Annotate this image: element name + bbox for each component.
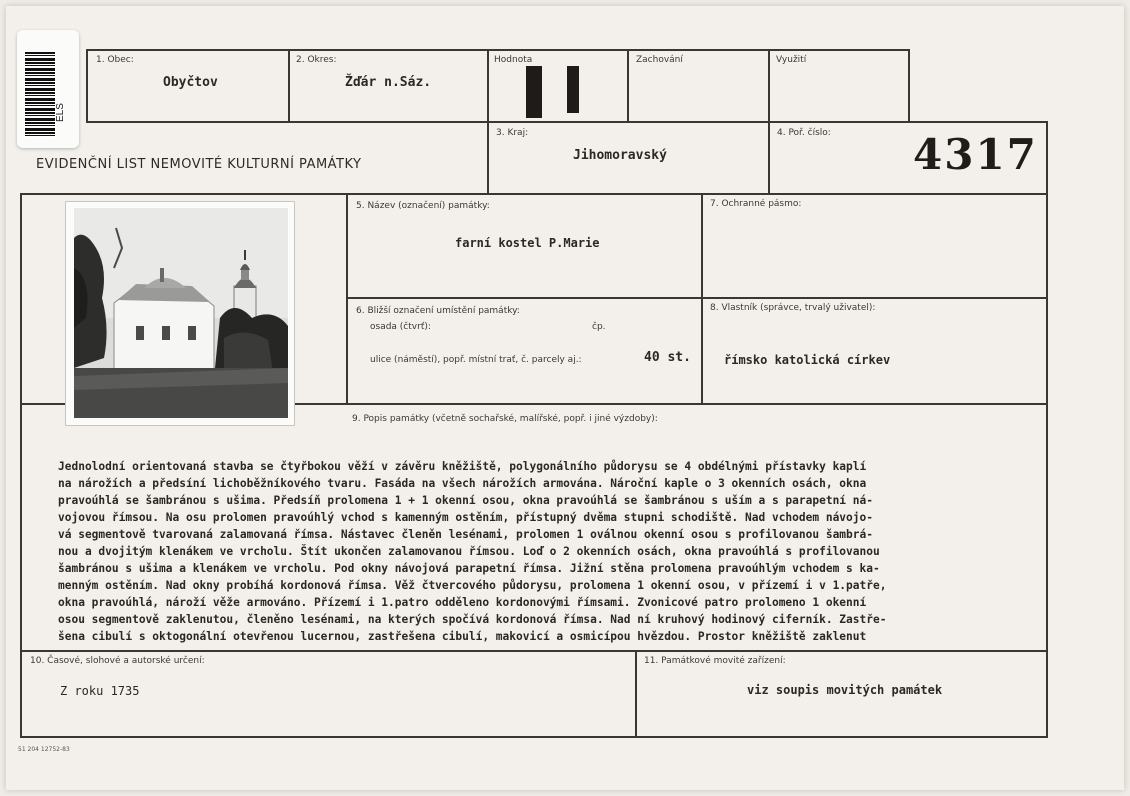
obec-label: 1. Obec: xyxy=(96,55,134,65)
photo-frame xyxy=(65,201,295,426)
col-line xyxy=(701,193,703,405)
okres-label: 2. Okres: xyxy=(296,55,337,65)
row-line-5 xyxy=(20,650,1048,652)
popis-line: nou a dvojitým klenákem ve vrcholu. Štít ukončen zalamovanou římsou. Loď o 2 okenních osách, okna pravoúhlá s profilovanou xyxy=(58,545,880,558)
nazev-value: farní kostel P.Marie xyxy=(455,236,600,250)
movite-zarizeni-label: 11. Památkové movité zařízení: xyxy=(644,656,786,666)
popis-line: menným ostěním. Nad okny probíhá kordonová římsa. Věž čtvercového půdorysu, prolomena 1 okenní osou, v přízemí i v 1.patře, xyxy=(58,579,887,592)
col-line-right xyxy=(1046,121,1048,736)
umisteni-label: 6. Bližší označení umístění památky: xyxy=(356,306,520,316)
movite-zarizeni-value: viz soupis movitých památek xyxy=(747,683,943,697)
popis-line: šambránou s ušima a klenákem ve vrcholu. Pod okny návojová parapetní římsa. Jižní stěna prolomena pravoúhlým vchodem s ka- xyxy=(58,562,880,575)
row-line-bottom xyxy=(20,736,1048,738)
parcela-value: 40 st. xyxy=(644,350,691,365)
col-line xyxy=(635,650,637,738)
ochranne-pasmo-label: 7. Ochranné pásmo: xyxy=(710,199,802,209)
barcode-text: ELS xyxy=(55,103,66,122)
barcode-label xyxy=(17,30,79,148)
okres-value: Žďár n.Sáz. xyxy=(345,75,432,90)
nazev-label: 5. Název (označení) památky: xyxy=(356,201,490,211)
obec-value: Obyčtov xyxy=(163,75,218,90)
vlastnik-label: 8. Vlastník (správce, trvalý uživatel): xyxy=(710,303,876,313)
ulice-label: ulice (náměstí), popř. místní trať, č. parcely aj.: xyxy=(370,355,582,365)
form-title: EVIDENČNÍ LIST NEMOVITÉ KULTURNÍ PAMÁTKY xyxy=(36,157,362,172)
kraj-value: Jihomoravský xyxy=(573,148,667,163)
barcode-icon xyxy=(25,52,55,138)
casove-urceni-label: 10. Časové, slohové a autorské určení: xyxy=(30,656,205,666)
cp-label: čp. xyxy=(592,322,606,332)
hodnota-value xyxy=(526,66,542,118)
popis-label: 9. Popis památky (včetně sochařské, malířské, popř. i jiné výzdoby): xyxy=(352,414,658,424)
col-line xyxy=(908,49,910,123)
col-line xyxy=(86,49,88,123)
col-line xyxy=(487,49,489,195)
hodnota-label: Hodnota xyxy=(494,55,533,65)
col-line xyxy=(288,49,290,123)
row-line-2 xyxy=(20,193,1048,195)
popis-line: vá segmentově tvarovaná zalamovaná římsa. Nástavec členěn lesénami, prolomen 1 oválnou okenní osou s profilovanou šambrá- xyxy=(58,528,873,541)
popis-line: okna pravoúhlá, nároží věže armováno. Přízemí i 1.patro odděleno kordonovými římsami. Zvonicové patro prolomeno 1 okenní xyxy=(58,596,867,609)
popis-line: na nárožích a předsíní lichoběžníkového tvaru. Fasáda na všech nárožích armována. Nároční kaple o 3 okenních osách, okna xyxy=(58,477,867,490)
row-line-3 xyxy=(346,297,1048,299)
popis-text xyxy=(58,458,1038,645)
vlastnik-value: římsko katolická církev xyxy=(724,353,891,367)
popis-line: pravoúhlá se šambránou s ušima. Předsíň prolomena 1 + 1 okenní osou, okna pravoúhlá se šambránou s uším a s parapetní ná- xyxy=(58,494,873,507)
kraj-label: 3. Kraj: xyxy=(496,128,529,138)
vyuziti-label: Využití xyxy=(776,55,807,65)
por-cislo-value: 4317 xyxy=(913,130,1038,179)
church-photo xyxy=(74,208,288,418)
row-line-top xyxy=(86,49,910,51)
col-line xyxy=(768,49,770,195)
col-line xyxy=(346,193,348,405)
popis-line: Jednolodní orientovaná stavba se čtyřbokou věží v závěru kněžiště, polygonálního půdorysu se 4 obdélnými přístavky kaplí xyxy=(58,460,867,473)
col-line-left xyxy=(20,193,22,738)
row-line-1 xyxy=(86,121,1048,123)
casove-urceni-value: Z roku 1735 xyxy=(60,684,140,698)
popis-line: šena cibulí s oktogonální otevřenou lucernou, zastřešena cibulí, makovicí a osmicípou hvězdou. Prostor kněžiště zaklenut xyxy=(58,630,867,643)
popis-line: osou segmentově zaklenutou, členěno lesénami, na kterých spočívá kordonová římsa. Nad ní kruhový hodinový ciferník. Zastře- xyxy=(58,613,887,626)
popis-line: vojovou římsou. Na osu prolomen pravoúhlý vchod s kamenným ostěním, přístupný dvěma stupni schodiště. Nad vchodem návojo- xyxy=(58,511,873,524)
hodnota-value xyxy=(567,66,579,113)
osada-label: osada (čtvrť): xyxy=(370,322,431,332)
footer-code: 51 204 12752-83 xyxy=(18,746,70,753)
col-line xyxy=(627,49,629,123)
zachovani-label: Zachování xyxy=(636,55,683,65)
por-cislo-label: 4. Poř. číslo: xyxy=(777,128,831,138)
